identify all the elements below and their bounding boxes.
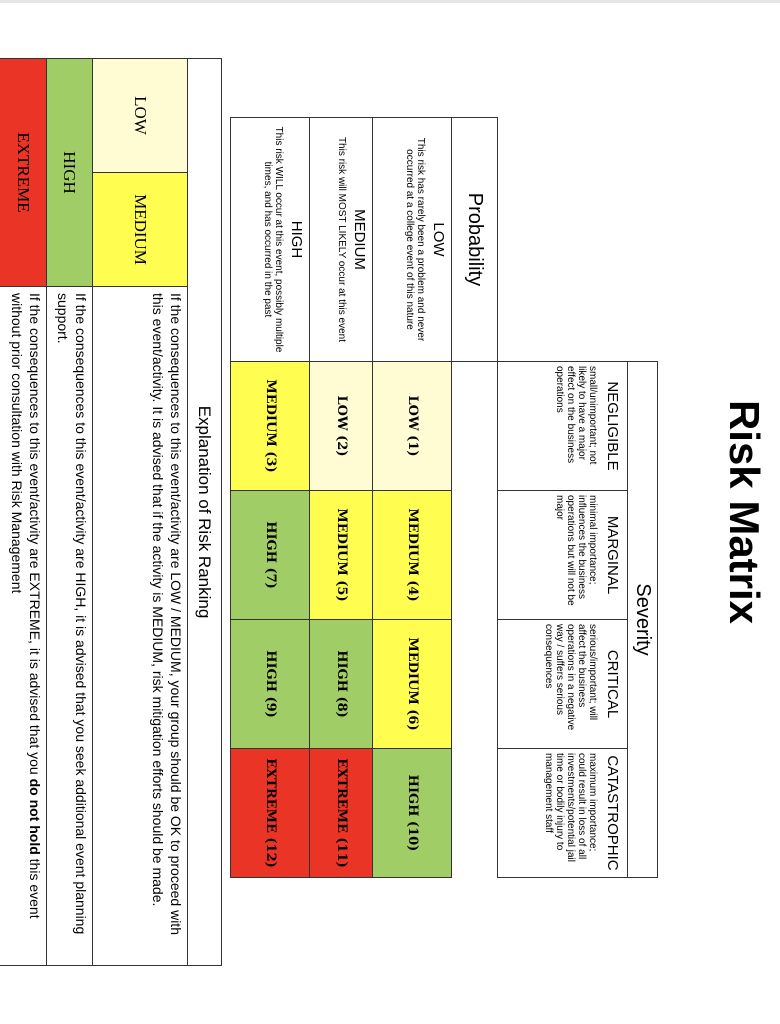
matrix-cell-extreme-12: EXTREME (12) [231,749,310,878]
matrix-cell-high-10: HIGH (10) [372,749,451,878]
explanation-table [0,58,222,966]
matrix-cell-medium-5: MEDIUM (5) [310,491,373,620]
probability-low [372,118,451,362]
matrix-cell-high-9: HIGH (9) [231,620,310,749]
matrix-cell-medium-6: MEDIUM (6) [372,620,451,749]
severity-negligible [498,362,628,491]
risk-matrix-table [230,117,658,878]
matrix-cell-high-8: HIGH (8) [310,620,373,749]
explanation-title: Explanation of Risk Ranking [188,59,222,966]
probability-high [231,118,310,362]
page-title: Risk Matrix [721,399,768,625]
matrix-cell-medium-4: MEDIUM (4) [372,491,451,620]
severity-catastrophic [498,749,628,878]
probability-desc: This risk has rarely been a problem and never occurred at a college event of this nature [404,137,427,342]
matrix-cell-medium-3: MEDIUM (3) [231,362,310,491]
matrix-cell-low-1: LOW (1) [372,362,451,491]
probability-header: Probability [452,118,498,362]
extreme-text-before: If the consequences to this event/activity are EXTREME, it is advised that you [27,293,43,779]
probability-name: MEDIUM [350,209,368,270]
explanation-extreme-text [0,287,47,966]
probability-desc: This risk WILL occur at this event, possibly multiple times, and has occurred in the past [262,126,285,353]
severity-critical [498,620,628,749]
severity-desc: minimal importance; influences the business operations but will not be major [554,495,598,606]
severity-name: MARGINAL [604,515,621,595]
severity-desc: small/unimportant; not likely to have a major effect on the business operations [554,366,598,465]
probability-desc: This risk will MOST LIKELY occur at this event [335,136,347,343]
severity-name: NEGLIGIBLE [604,381,621,471]
severity-header: Severity [628,362,658,878]
severity-name: CATASTROPHIC [604,755,621,871]
severity-desc: serious/important; will affect the business operations in a negative way / suffers serious consequences [543,624,598,731]
explanation-high-label: HIGH [47,59,93,287]
extreme-text-bold: do not hold [27,778,43,855]
explanation-low-label: LOW [93,59,188,173]
severity-marginal [498,491,628,620]
matrix-cell-extreme-11: EXTREME (11) [310,749,373,878]
severity-desc: maximum importance; could result in loss of all investments/potential jail time or bodily injury to management staff [543,753,598,862]
explanation-medium-label: MEDIUM [93,173,188,287]
matrix-cell-high-7: HIGH (7) [231,491,310,620]
explanation-extreme-label: EXTREME [0,59,47,287]
probability-name: LOW [430,222,448,257]
explanation-low-medium-text: If the consequences to this event/activity are LOW / MEDIUM, your group should be OK to proceed with this event/activity. It is advised that if the activity is MEDIUM, risk mitigation efforts should be made. [93,287,188,966]
probability-medium [310,118,373,362]
extreme-text-after: this event without prior consultation with Risk Management [9,293,43,919]
explanation-high-text: If the consequences to this event/activity are HIGH, it is advised that you seek additional event planning support. [47,287,93,966]
severity-name: CRITICAL [604,649,621,719]
probability-name: HIGH [288,220,306,259]
matrix-cell-low-2: LOW (2) [310,362,373,491]
